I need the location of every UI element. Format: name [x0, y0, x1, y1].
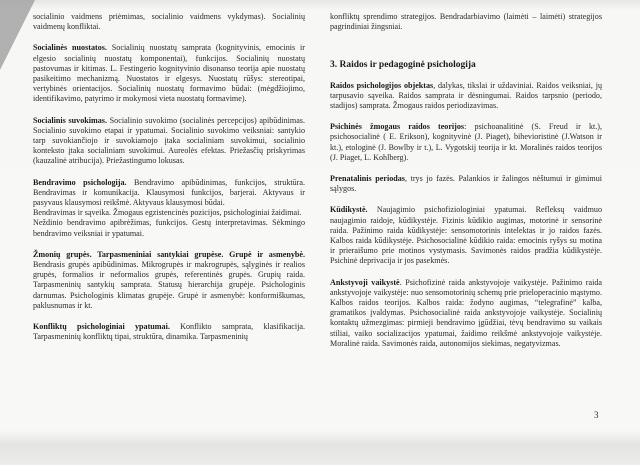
paragraph-lead: Žmonių grupės. Tarpasmeniniai santykiai grupėse. Grupė ir asmenybė. — [33, 249, 305, 259]
page-number: 3 — [594, 410, 599, 420]
scan-shadow-corner — [0, 0, 35, 70]
paragraph-development-object — [330, 81, 602, 112]
paragraph-text: socialinio vaidmens priėmimas, socialinio vaidmens vykdymas). Socialinių vaidmenų konfliktai. — [33, 12, 305, 32]
right-column — [330, 12, 602, 360]
paragraph-lead: Kūdikystė. — [330, 205, 368, 215]
paragraph-text: Socialinio suvokimo (socialinės percepcijos) apibūdinimas. Socialinio suvokimo etapai ir ypatumai. Socialinio suvokimo veiksniai: santykio tarp suvokiančiojo ir suvokiamojo įtaka socialiniam suvokimui, socialinio konteksto įtaka socialiniam suvokimui. Aureolės efektas. Priežasčių priskyrimas (kauzalinė atribucija). Priežastingumo lokusas. — [33, 115, 305, 166]
paragraph-text: Neždinio bendravimo apibrėžimas, funkcijos. Gestų interpretavimas. Sėkmingo bendravimo veiksniai ir ypatumai. — [33, 218, 305, 238]
paragraph-text: Bendravimo apibūdinimas, funkcijos, struktūra. Bendravimas ir komunikacija. Klausymosi funkcijos, barjerai. Aktyvaus ir pasyvaus klausymosi reikšmė. Aktyvaus klausymosi būdai. — [33, 177, 305, 208]
paragraph-text: . Psichofizinė raida ankstyvojoje vaikystėje. Pažinimo raida ankstyvojoje vaikystėje: nuo sensomotorinių schemų prie prieloperacinio mąstymo. Kalbos raidos teorijos. Kalbos raida: žodyno augimas, “telegrafinė” kalba, gramatikos įvaldymas. Psichosocialinė raida ankstyvojoje vaikystėje. Socialinių kontaktų užmezgimas: pirmieji bendravimo įgūdžiai, tėvų bendravimo su vaikais stiliai, vaiko socializacijos ypatumai, žaidimo reikšmė ankstyvojoje vaikystėje. Moralinė raida. Savimonės raida, autonomijos siekimas, negatyvizmas. — [330, 277, 602, 348]
paragraph-text: , dalykas, tikslai ir uždaviniai. Raidos veiksniai, jų tarpusavio sąveika. Raidos samprata ir dėsningumai. Raidos tarpsnio (periodo, stadijos) samprata. Žmogaus raidos periodizavimas. — [330, 80, 603, 111]
paragraph-communication — [33, 178, 305, 239]
paragraph-text: Naujagimio psichofiziologiniai ypatumai. Refleksų vaidmuo naujagimio raidoje, kūdikystėje. Fizinis kūdikio augimas, motorinė ir sensorinė raida. Pažinimo raida kūdikystėje: sensomotorinis intelektas ir jo raidos fazės. Kalbos raida kūdikystėje. Psichosocialinė kūdikio raida: emocinis ryšys su motina ir prieraišumo prie motinos vystymasis. Savimonės raidos pradžia kūdikystėje. Psichinė deprivacija ir jos pasekmės. — [330, 205, 602, 266]
paragraph-social-roles — [33, 12, 305, 32]
paragraph-text: Bendravimas ir sąveika. Žmogaus egzistencinės pozicijos, psichologiniai žaidimai. — [33, 208, 302, 218]
paragraph-text: konfliktų sprendimo strategijos. Bendradarbiavimo (laimėti – laimėti) strategijos pagrindiniai žingsniai. — [330, 12, 602, 32]
paragraph-text: Socialinių nuostatų samprata (kognityvinis, emocinis ir elgesio socialinių nuostatų komponentai), funkcijos. Socialinių nuostatų pastovumas ir kitimas. L. Festingerio kognityvinio disonanso teorija apie nuostatų pasikeitimo mechanizmą. Nuostatos ir elgesys. Nuostatų rūšys: stereotipai, vertybinės orientacijos. Socialinių nuostatų formavimo būdai: (mėgdžiojimo, identifikavimo, patyrimo ir mokymosi vieta nuostatų formavime). — [33, 43, 305, 104]
paragraph-infancy — [330, 205, 602, 266]
paragraph-text: : psichoanalitinė (S. Freud ir kt.), psichosocialinė ( E. Erikson), kognityvinė (J. Piaget), bihevioristinė (J.Watson ir kt.), etologinė (J. Bowlby ir t.), L. Vygotskij teorija ir kt. Moralinės raidos teorijos (J. Piaget, L. Kohlberg). — [330, 122, 603, 162]
paragraph-lead: Socialinis suvokimas. — [33, 115, 107, 125]
paragraph-social-attitudes — [33, 43, 305, 104]
paragraph-lead: Socialinės nuostatos. — [33, 43, 107, 53]
section-heading: 3. Raidos ir pedagoginė psichologija — [330, 60, 476, 71]
paragraph-conflict-strategies — [330, 12, 602, 32]
paragraph-text: Konflikto samprata, klasifikacija. Tarpasmeninių konfliktų tipai, struktūra, dinamika. Tarpasmeninių — [33, 322, 305, 342]
paragraph-lead: Ankstyvoji vaikystė — [330, 277, 400, 287]
paragraph-development-theories — [330, 122, 602, 163]
paragraph-lead: Psichinės žmogaus raidos teorijos — [330, 122, 465, 132]
left-column — [33, 12, 305, 353]
paragraph-lead: Konfliktų psichologiniai ypatumai. — [33, 322, 170, 332]
paragraph-text: , trys jo fazės. Palankios ir žalingos nėštumui ir gimimui sąlygos. — [330, 174, 602, 194]
paragraph-lead: Bendravimo psichologija. — [33, 177, 127, 187]
paragraph-early-childhood — [330, 278, 602, 349]
paragraph-lead: Prenatalinis periodas — [330, 174, 405, 184]
paragraph-groups — [33, 250, 305, 311]
paragraph-social-perception — [33, 116, 305, 167]
paragraph-prenatal — [330, 174, 602, 194]
paragraph-lead: Raidos psichologijos objektas — [330, 80, 434, 90]
paragraph-conflicts — [33, 322, 305, 342]
paragraph-text: Bendrasis grupės apibūdinimas. Mikrogrupės ir makrogrupės, sąlyginės ir realios grupės, formalios ir neformalios grupės, referentinės grupės. Grupių raida. Tarpasmeninių santykių samprata. Statusų hierarchija grupėje. Psichologinis darnumas. Psichologinis klimatas grupėje. Grupė ir asmenybė: konformiškumas, paklusnumas ir kt. — [33, 260, 305, 310]
